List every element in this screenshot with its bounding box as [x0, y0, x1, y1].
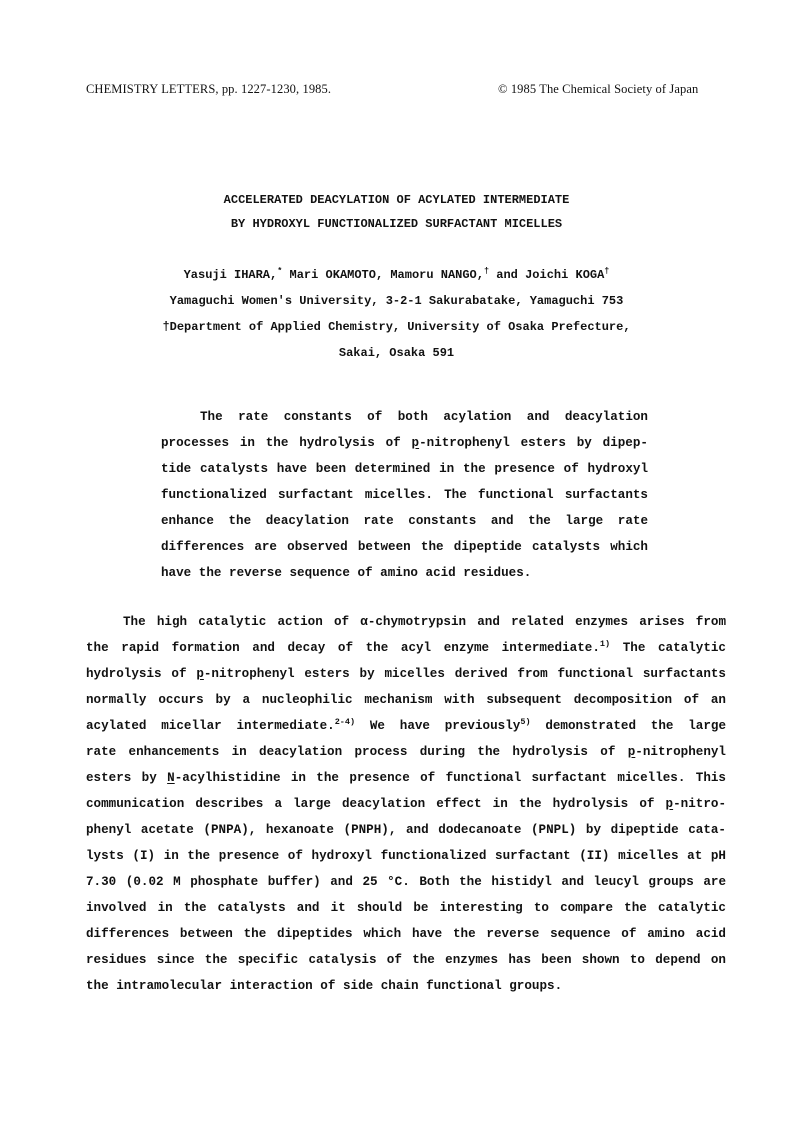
body-line: acylated micellar intermediate.$^{2-4)}$ We have previously$^{5)}$ demonstrated the large — [86, 716, 726, 733]
reference-mark: 5) — [520, 716, 531, 727]
copyright-notice: © 1985 The Chemical Society of Japan — [498, 82, 699, 96]
body-line: the intramolecular interaction of side chain functional groups. — [86, 979, 563, 993]
title-line-1: ACCELERATED DEACYLATION OF ACYLATED INTERMEDIATE — [223, 193, 570, 207]
body-line: involved in the catalysts and it should be interesting to compare the catalytic — [86, 901, 726, 915]
author-1: Yasuji IHARA, — [183, 268, 278, 282]
affiliation-3: Sakai, Osaka 591 — [338, 346, 455, 360]
abstract-line: tide catalysts have been determined in the presence of hydroxyl — [161, 462, 648, 476]
body-line: residues since the specific catalysis of the enzymes has been shown to depend on — [86, 953, 726, 967]
body-line: rate enhancements in deacylation process during the hydrolysis of p-nitrophenyl — [86, 745, 726, 759]
abstract-line: have the reverse sequence of amino acid residues. — [161, 566, 532, 580]
author-list — [0, 268, 793, 282]
affiliation-1: Yamaguchi Women's University, 3-2-1 Sakurabatake, Yamaguchi 753 — [169, 294, 624, 308]
dagger-mark: † — [604, 266, 610, 276]
para-prefix: p — [196, 667, 204, 681]
body-line: differences between the dipeptides which have the reverse sequence of amino acid — [86, 927, 726, 941]
body-line: hydrolysis of p-nitrophenyl esters by micelles derived from functional surfactants — [86, 667, 726, 681]
body-line: esters by N-acylhistidine in the presence of functional surfactant micelles. This — [86, 771, 726, 785]
abstract-line: processes in the hydrolysis of p-nitrophenyl esters by dipep- — [161, 436, 648, 450]
body-line: communication describes a large deacylation effect in the hydrolysis of p-nitro- — [86, 797, 726, 811]
body-line: the rapid formation and decay of the acyl enzyme intermediate.$^{1)}$ The catalytic — [86, 638, 726, 655]
title-line-2: BY HYDROXYL FUNCTIONALIZED SURFACTANT MICELLES — [230, 217, 563, 231]
reference-mark: 2-4) — [334, 716, 356, 727]
body-line: The high catalytic action of α-chymotrypsin and related enzymes arises from — [123, 615, 726, 629]
journal-citation: CHEMISTRY LETTERS, pp. 1227-1230, 1985. — [86, 82, 332, 96]
dagger-mark: † — [483, 266, 490, 276]
body-line: phenyl acetate (PNPA), hexanoate (PNPH), and dodecanoate (PNPL) by dipeptide cata- — [86, 823, 726, 837]
affiliation-2: †Department of Applied Chemistry, University of Osaka Prefecture, — [162, 320, 631, 334]
author-4: and Joichi KOGA — [489, 268, 605, 282]
abstract-line: differences are observed between the dipeptide catalysts which — [161, 540, 648, 554]
abstract-line: enhance the deacylation rate constants and the large rate — [161, 514, 648, 528]
para-prefix: p — [411, 436, 420, 450]
para-prefix: p — [665, 797, 674, 811]
reference-mark: 1) — [599, 638, 611, 649]
body-line: 7.30 (0.02 M phosphate buffer) and 25 °C. Both the histidyl and leucyl groups are — [86, 875, 726, 889]
n-prefix: N — [167, 771, 175, 785]
body-line: lysts (I) in the presence of hydroxyl functionalized surfactant (II) micelles at pH — [86, 849, 726, 863]
para-prefix: p — [627, 745, 636, 759]
abstract-line: functionalized surfactant micelles. The functional surfactants — [161, 488, 648, 502]
author-2-3: Mari OKAMOTO, Mamoru NANGO, — [282, 268, 484, 282]
corresponding-mark: * — [277, 266, 283, 276]
abstract-line: The rate constants of both acylation and deacylation — [200, 410, 648, 424]
body-line: normally occurs by a nucleophilic mechanism with subsequent decomposition of an — [86, 693, 726, 707]
